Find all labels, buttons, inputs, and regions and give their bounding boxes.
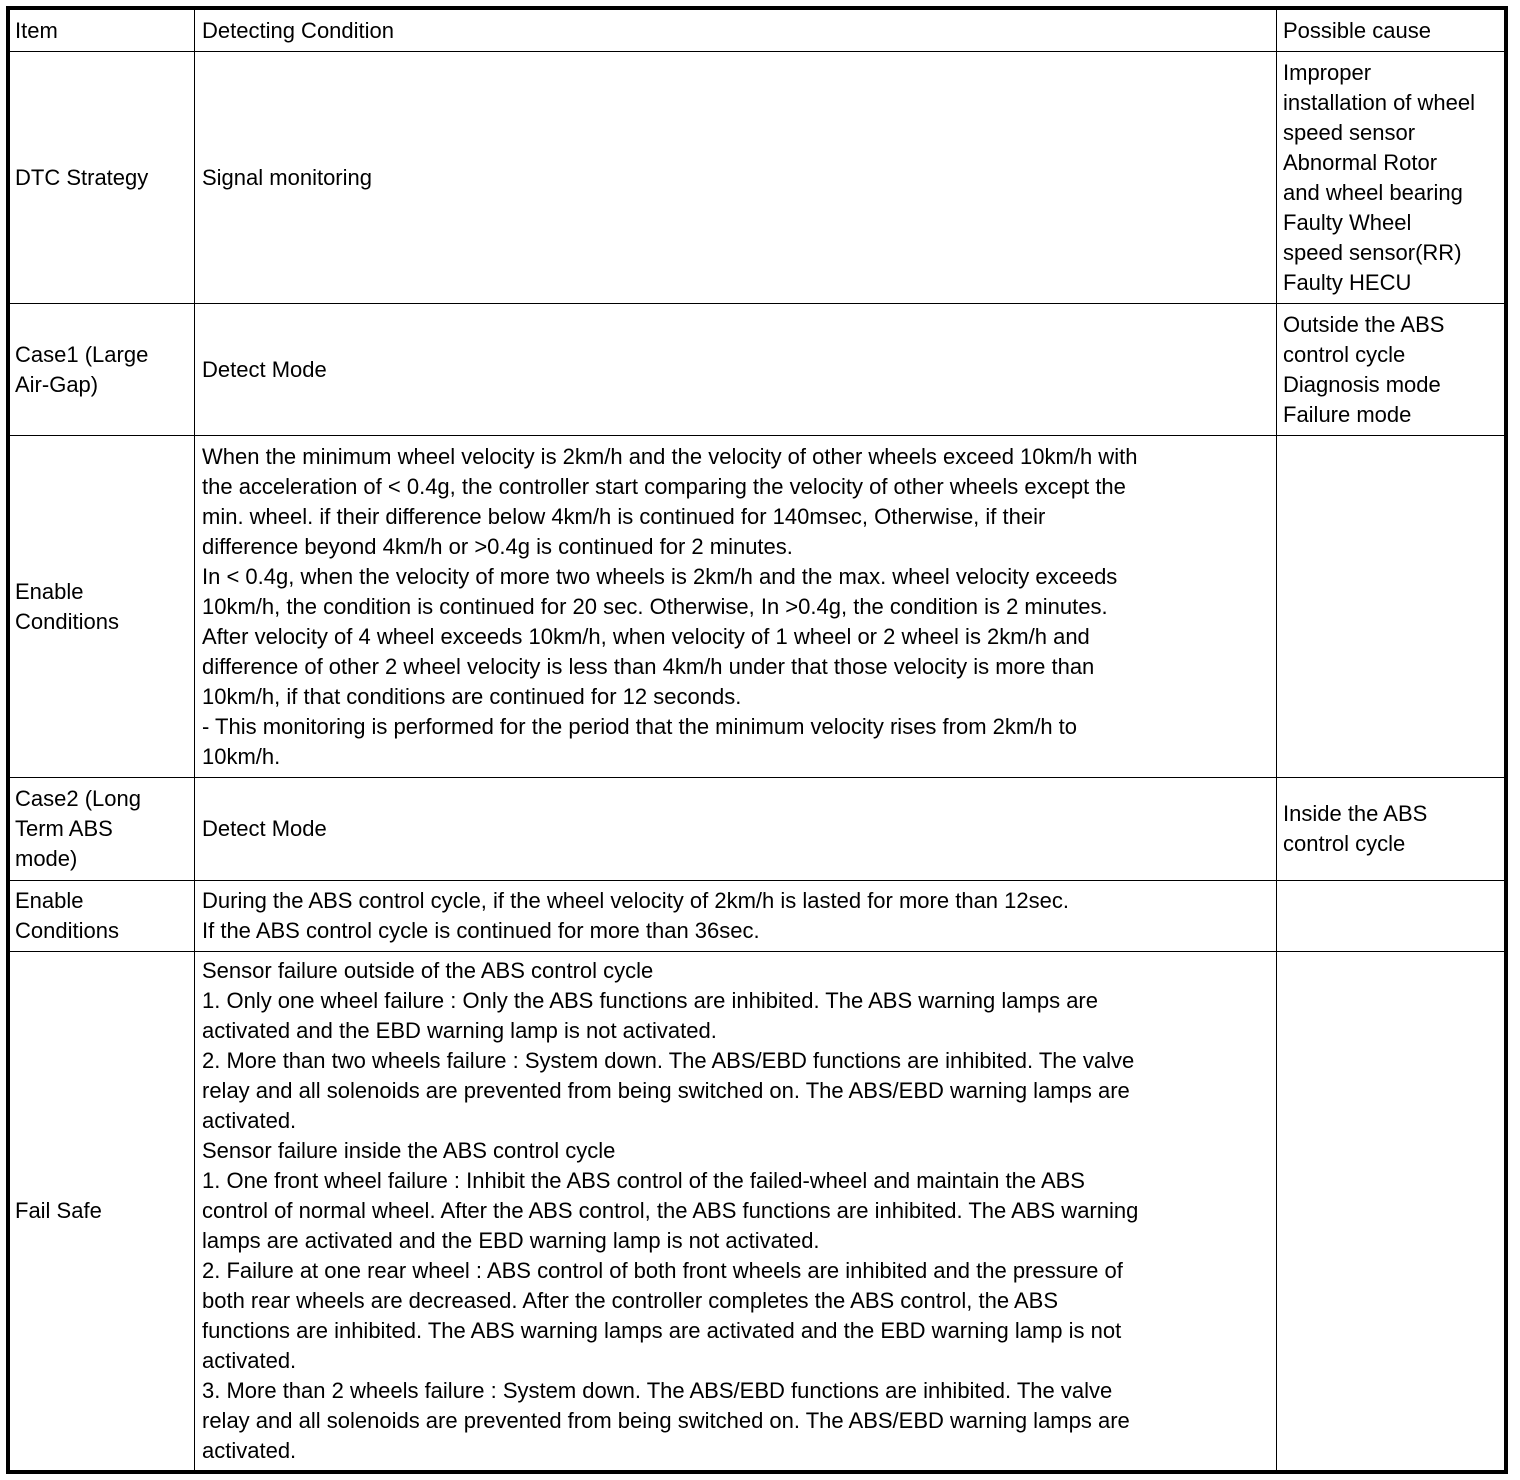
table-row xyxy=(10,304,1505,436)
row-condition: Signal monitoring xyxy=(195,52,1277,304)
table-row xyxy=(10,52,1505,304)
row-condition: During the ABS control cycle, if the wheel velocity of 2km/h is lasted for more than 12sec. If the ABS control cycle is continued for more than 36sec. xyxy=(195,881,1277,952)
table-row xyxy=(10,881,1505,952)
row-cause: Inside the ABS control cycle xyxy=(1277,778,1505,881)
row-cause xyxy=(1277,952,1505,1471)
table-row xyxy=(10,952,1505,1471)
row-cause xyxy=(1277,881,1505,952)
row-item: Fail Safe xyxy=(10,952,195,1471)
dtc-table xyxy=(9,9,1505,1471)
row-cause: Improper installation of wheel speed sensor Abnormal Rotor and wheel bearing Faulty Wheel speed sensor(RR) Faulty HECU xyxy=(1277,52,1505,304)
row-condition: When the minimum wheel velocity is 2km/h and the velocity of other wheels exceed 10km/h with the acceleration of < 0.4g, the controller start comparing the velocity of other wheels except the min. wheel. if their difference below 4km/h is continued for 140msec, Otherwise, if their difference beyond 4km/h or >0.4g is continued for 2 minutes. In < 0.4g, when the velocity of more two wheels is 2km/h and the max. wheel velocity exceeds 10km/h, the condition is continued for 20 sec. Otherwise, In >0.4g, the condition is 2 minutes. After velocity of 4 wheel exceeds 10km/h, when velocity of 1 wheel or 2 wheel is 2km/h and difference of other 2 wheel velocity is less than 4km/h under that those velocity is more than 10km/h, if that conditions are continued for 12 seconds. - This monitoring is performed for the period that the minimum velocity rises from 2km/h to 10km/h. xyxy=(195,436,1277,778)
row-item: Enable Conditions xyxy=(10,436,195,778)
row-item: Case1 (Large Air-Gap) xyxy=(10,304,195,436)
header-possible-cause: Possible cause xyxy=(1277,10,1505,52)
table-row xyxy=(10,436,1505,778)
table-header-row xyxy=(10,10,1505,52)
row-cause xyxy=(1277,436,1505,778)
row-condition: Sensor failure outside of the ABS control cycle 1. Only one wheel failure : Only the ABS functions are inhibited. The ABS warning lamps are activated and the EBD warning lamp is not activated. 2. More than two wheels failure : System down. The ABS/EBD functions are inhibited. The valve relay and all solenoids are prevented from being switched on. The ABS/EBD warning lamps are activated. Sensor failure inside the ABS control cycle 1. One front wheel failure : Inhibit the ABS control of the failed-wheel and maintain the ABS control of normal wheel. After the ABS control, the ABS functions are inhibited. The ABS warning lamps are activated and the EBD warning lamp is not activated. 2. Failure at one rear wheel : ABS control of both front wheels are inhibited and the pressure of both rear wheels are decreased. After the controller completes the ABS control, the ABS functions are inhibited. The ABS warning lamps are activated and the EBD warning lamp is not activated. 3. More than 2 wheels failure : System down. The ABS/EBD functions are inhibited. The valve relay and all solenoids are prevented from being switched on. The ABS/EBD warning lamps are activated. xyxy=(195,952,1277,1471)
row-cause: Outside the ABS control cycle Diagnosis mode Failure mode xyxy=(1277,304,1505,436)
header-item: Item xyxy=(10,10,195,52)
row-item: Enable Conditions xyxy=(10,881,195,952)
row-item: DTC Strategy xyxy=(10,52,195,304)
row-condition: Detect Mode xyxy=(195,778,1277,881)
table-row xyxy=(10,778,1505,881)
row-item: Case2 (Long Term ABS mode) xyxy=(10,778,195,881)
dtc-table-frame xyxy=(6,6,1508,1474)
row-condition: Detect Mode xyxy=(195,304,1277,436)
header-detecting-condition: Detecting Condition xyxy=(195,10,1277,52)
